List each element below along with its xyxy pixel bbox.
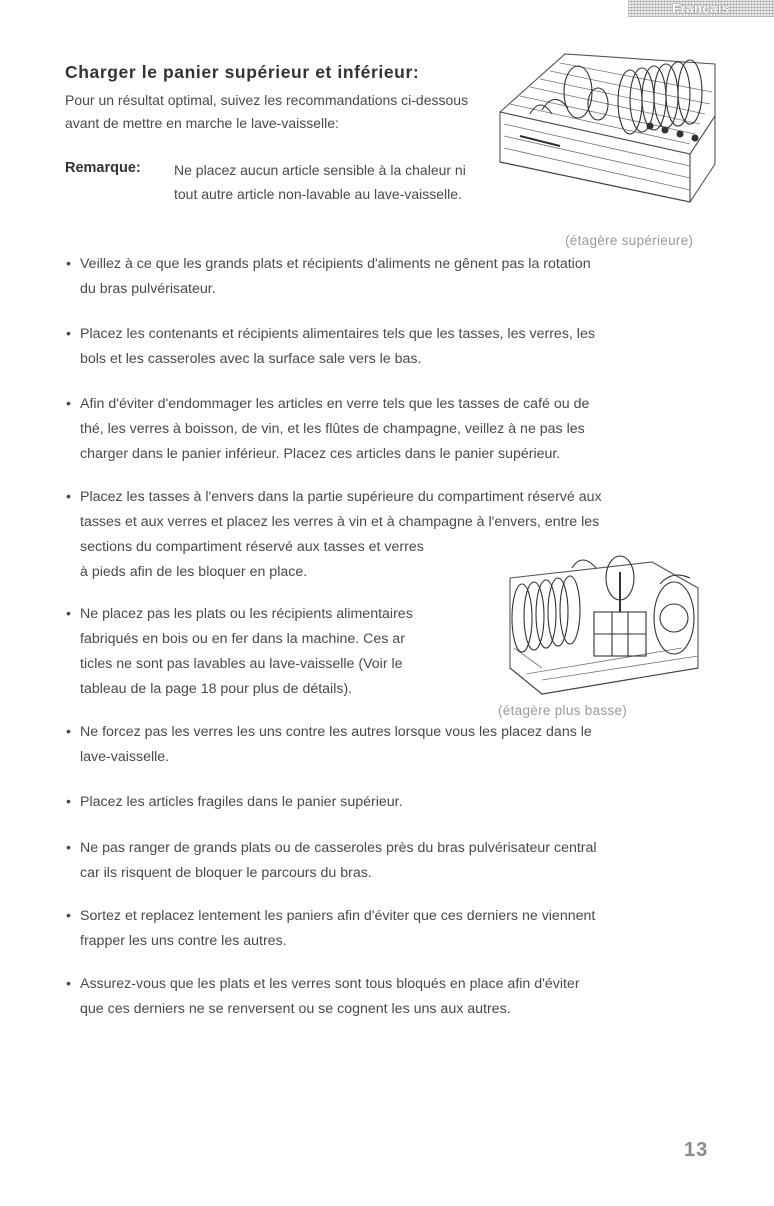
bullet-icon: • bbox=[66, 396, 71, 412]
bullet-icon: • bbox=[66, 840, 71, 856]
list-item-line: Ne placez pas les plats ou les récipients alimentaires bbox=[80, 606, 413, 622]
list-item-line: tableau de la page 18 pour plus de détails). bbox=[80, 681, 353, 697]
section-title: Charger le panier supérieur et inférieur: bbox=[65, 62, 420, 82]
intro-text: Pour un résultat optimal, suivez les recommandations ci-dessous avant de mettre en marche le lave-vaisselle: bbox=[65, 92, 469, 131]
list-item-line: du bras pulvérisateur. bbox=[80, 281, 216, 297]
bullet-icon: • bbox=[66, 794, 71, 810]
list-item-line: lave-vaisselle. bbox=[80, 749, 170, 765]
list-item-line: Veillez à ce que les grands plats et récipients d'aliments ne gênent pas la rotation bbox=[80, 256, 591, 272]
list-item bbox=[66, 252, 591, 302]
list-item-line: car ils risquent de bloquer le parcours du bras. bbox=[80, 865, 372, 881]
list-item-line: Ne forcez pas les verres les uns contre les autres lorsque vous les placez dans le bbox=[80, 724, 592, 740]
list-item-line: que ces derniers ne se renversent ou se cognent les uns aux autres. bbox=[80, 1001, 511, 1017]
list-item-line: Ne pas ranger de grands plats ou de casseroles près du bras pulvérisateur central bbox=[80, 840, 597, 856]
list-item bbox=[66, 602, 413, 702]
bullet-icon: • bbox=[66, 489, 71, 505]
upper-rack-caption: (étagère supérieure) bbox=[565, 233, 694, 248]
list-item bbox=[66, 322, 595, 372]
list-item-line: sections du compartiment réservé aux tasses et verres bbox=[80, 539, 424, 555]
list-item-line: tasses et aux verres et placez les verres à vin et à champagne à l'envers, entre les bbox=[80, 514, 600, 530]
list-item-line: fabriqués en bois ou en fer dans la machine. Ces ar bbox=[80, 631, 405, 647]
bullet-icon: • bbox=[66, 976, 71, 992]
lower-rack-caption: (étagère plus basse) bbox=[498, 703, 628, 718]
bullet-icon: • bbox=[66, 326, 71, 342]
list-item-line: bols et les casseroles avec la surface sale vers le bas. bbox=[80, 351, 422, 367]
list-item bbox=[66, 720, 592, 770]
note-label: Remarque: bbox=[65, 160, 141, 176]
list-item-line: thé, les verres à boisson, de vin, et les flûtes de champagne, veillez à ne pas les bbox=[80, 421, 585, 437]
note-text: Ne placez aucun article sensible à la chaleur ni tout autre article non-lavable au lave-vaisselle. bbox=[174, 162, 466, 202]
bullet-icon: • bbox=[66, 908, 71, 924]
list-item-line: frapper les uns contre les autres. bbox=[80, 933, 287, 949]
list-item-line: Sortez et replacez lentement les paniers afin d'éviter que ces derniers ne viennent bbox=[80, 908, 596, 924]
bullet-icon: • bbox=[66, 724, 71, 740]
list-item-line: Placez les articles fragiles dans le panier supérieur. bbox=[80, 794, 403, 810]
list-item-line: Placez les tasses à l'envers dans la partie supérieure du compartiment réservé aux bbox=[80, 489, 602, 505]
list-item bbox=[66, 904, 595, 954]
bullet-icon: • bbox=[66, 256, 71, 272]
list-item bbox=[66, 392, 589, 467]
bullet-icon: • bbox=[66, 606, 71, 622]
list-item bbox=[66, 485, 602, 585]
list-item bbox=[66, 972, 580, 1022]
language-tab-label: Français bbox=[672, 1, 730, 16]
list-item bbox=[66, 836, 597, 886]
language-tab bbox=[628, 0, 774, 17]
upper-rack-illustration bbox=[490, 44, 724, 224]
page-number: 13 bbox=[684, 1139, 709, 1161]
list-item bbox=[66, 790, 403, 815]
list-item-line: charger dans le panier inférieur. Placez ces articles dans le panier supérieur. bbox=[80, 446, 561, 462]
list-item-line: ticles ne sont pas lavables au lave-vaisselle (Voir le bbox=[80, 656, 403, 672]
list-item-line: Assurez-vous que les plats et les verres sont tous bloqués en place afin d'éviter bbox=[80, 976, 580, 992]
list-item-line: Afin d'éviter d'endommager les articles en verre tels que les tasses de café ou de bbox=[80, 396, 590, 412]
list-item-line: à pieds afin de les bloquer en place. bbox=[80, 564, 308, 580]
list-item-line: Placez les contenants et récipients alimentaires tels que les tasses, les verres, les bbox=[80, 326, 595, 342]
